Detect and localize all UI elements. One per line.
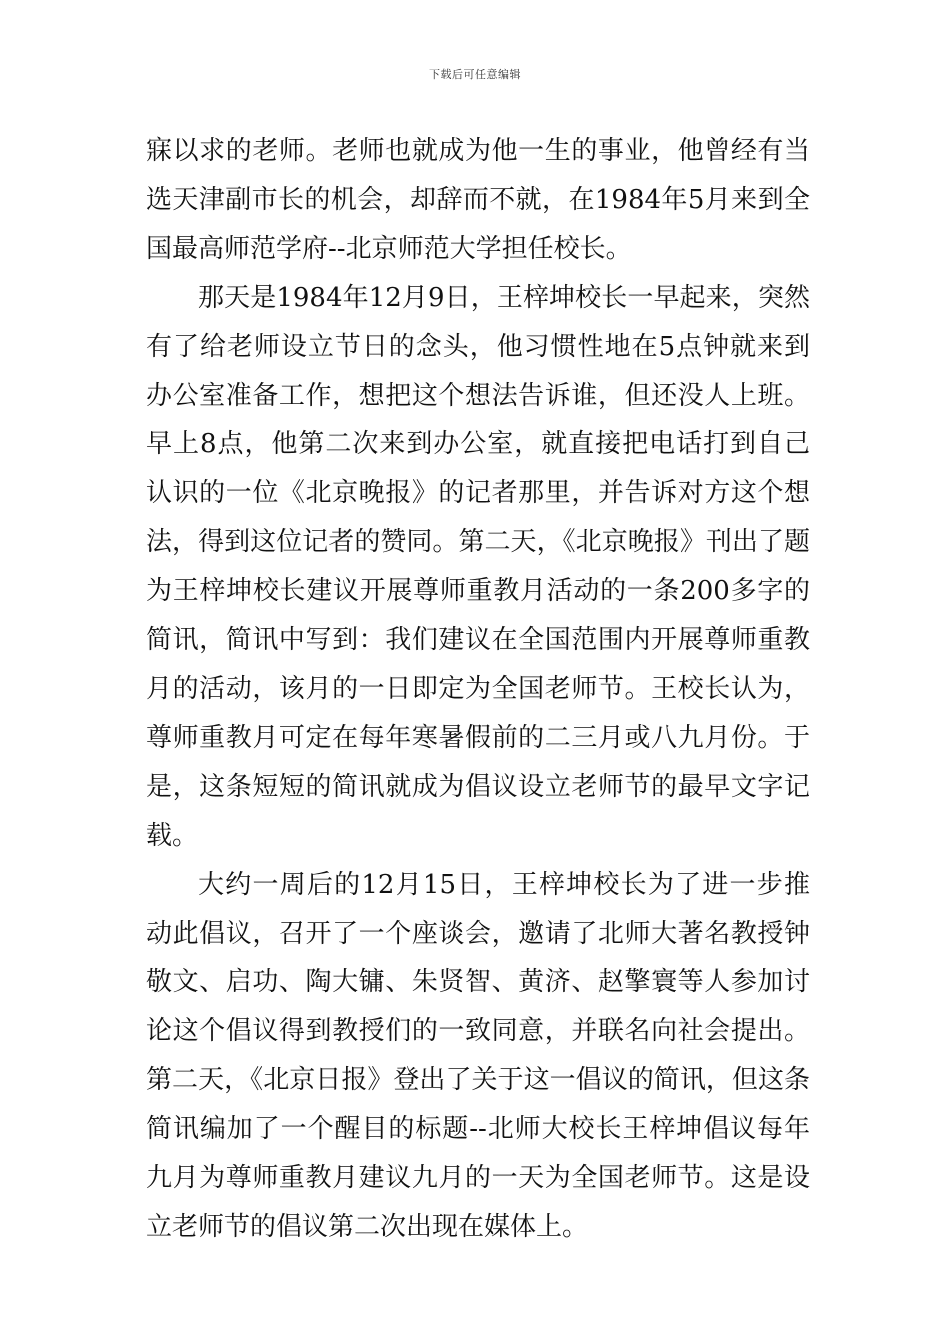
page-header-note: 下载后可任意编辑: [429, 68, 521, 81]
paragraph-1: 寐以求的老师。老师也就成为他一生的事业，他曾经有当选天津副市长的机会，却辞而不就，在1984年5月来到全国最高师范学府--北京师范大学担任校长。: [146, 136, 810, 264]
paragraph-3: 大约一周后的12月15日，王梓坤校长为了进一步推动此倡议，召开了一个座谈会，邀请了北师大著名教授钟敬文、启功、陶大镛、朱贤智、黄济、赵擎寰等人参加讨论这个倡议得到教授们的一致同意，并联名向社会提出。第二天，《北京日报》登出了关于这一倡议的简讯，但这条简讯编加了一个醒目的标题--北师大校长王梓坤倡议每年九月为尊师重教月建议九月的一天为全国老师节。这是设立老师节的倡议第二次出现在媒体上。: [146, 869, 810, 1242]
document-body: [146, 127, 810, 1252]
paragraph-2: 那天是1984年12月9日，王梓坤校长一早起来，突然有了给老师设立节日的念头，他习惯性地在5点钟就来到办公室准备工作，想把这个想法告诉谁，但还没人上班。早上8点，他第二次来到办公室，就直接把电话打到自己认识的一位《北京晚报》的记者那里，并告诉对方这个想法，得到这位记者的赞同。第二天，《北京晚报》刊出了题为王梓坤校长建议开展尊师重教月活动的一条200多字的简讯，简讯中写到：我们建议在全国范围内开展尊师重教月的活动，该月的一日即定为全国老师节。王校长认为，尊师重教月可定在每年寒暑假前的二三月或八九月份。于是，这条短短的简讯就成为倡议设立老师节的最早文字记载。: [146, 282, 810, 851]
